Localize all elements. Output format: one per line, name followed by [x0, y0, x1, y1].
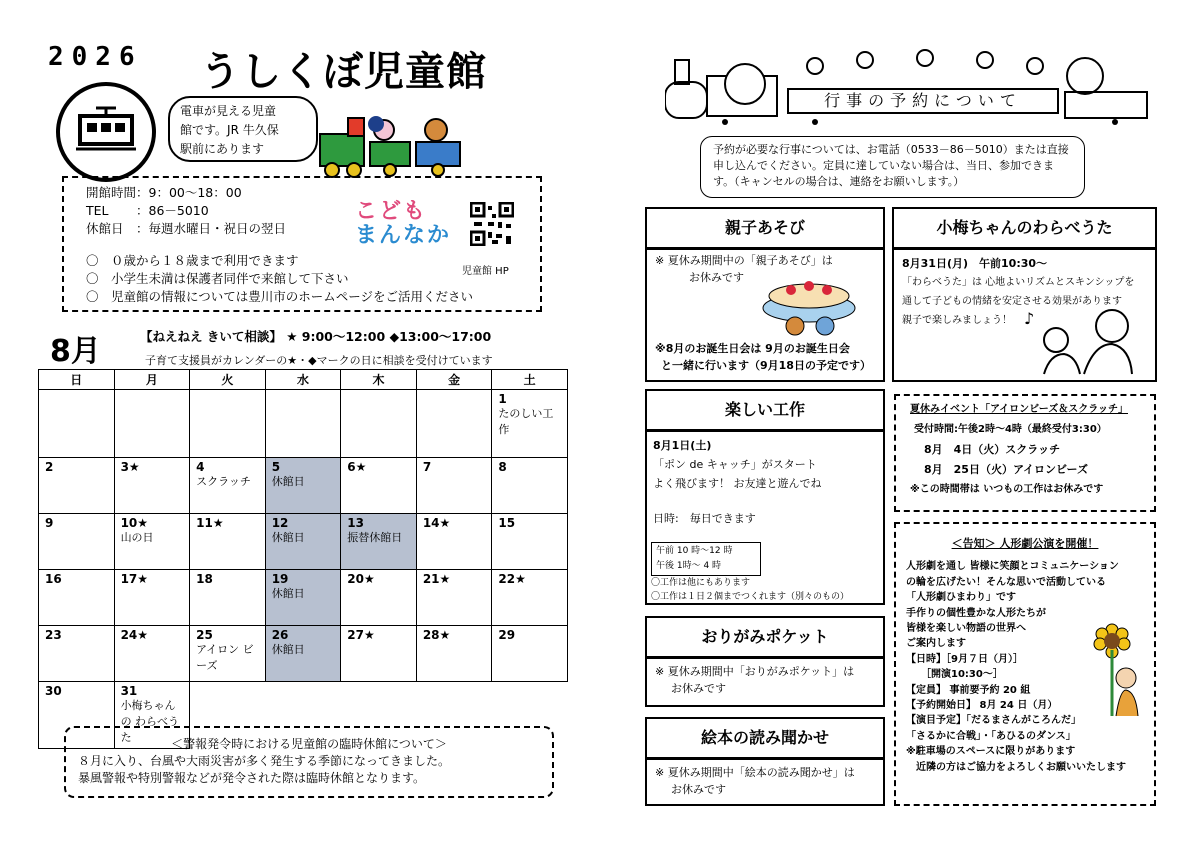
calendar — [38, 369, 568, 749]
tel-value: ：86－5010 — [136, 203, 209, 218]
puppet-line: ご案内します — [906, 638, 966, 650]
day-number: 23 — [45, 628, 62, 642]
calendar-day — [39, 570, 115, 626]
consult-note: 子育て支援員がカレンダーの★・◆マークの日に相談を受付けています — [145, 354, 493, 367]
hours-label: 開館時間 — [86, 185, 137, 200]
day-number: 5 — [271, 460, 281, 474]
consult-hours: 【ねえねえ きいて相談】 ★ 9:00～12:00 ◆13:00～17:00 — [140, 329, 492, 344]
closed-label: 休館日 — [86, 221, 124, 236]
day-event: 休館日 — [271, 475, 305, 488]
puppet-line: 「さるかに合戦」・「あひるのダンス」 — [906, 730, 1076, 742]
puppet-line: 【日時】［9月７日（月）］ — [906, 653, 1023, 665]
puppet-line: 【演目予定】「だるまさんがころんだ」 — [906, 715, 1081, 727]
kousaku-note: 〇工作は１日２個までつくれます（別々のもの） — [651, 592, 850, 602]
day-number: 27★ — [347, 628, 375, 642]
summer-line: 受付時間:午後2時～4時（最終受付3:30） — [914, 424, 1107, 435]
calendar-day — [416, 514, 492, 570]
calendar-day — [114, 458, 190, 514]
puppet-line: 人形劇を通し 皆様に笑顔とコミュニケーション — [906, 561, 1119, 573]
oyako-line: ※ 夏休み期間中の「親子あそび」は — [655, 254, 833, 267]
calendar-day — [39, 390, 115, 458]
calendar-day — [265, 514, 341, 570]
calendar-day — [416, 458, 492, 514]
weekday-header: 月 — [114, 370, 190, 390]
day-event: 小梅ちゃんの わらべうた — [120, 699, 180, 744]
calendar-day — [341, 626, 417, 682]
kousaku-time: 午後 1時～ 4 時 — [656, 561, 722, 571]
kodomo-mannaka-logo — [355, 200, 451, 248]
day-event: 山の日 — [120, 531, 154, 544]
info-note: 〇 ０歳から１８歳まで利用できます — [86, 253, 299, 268]
hours-row — [86, 184, 518, 202]
day-number: 3★ — [120, 460, 140, 474]
day-number: 22★ — [498, 572, 526, 586]
calendar-day — [114, 570, 190, 626]
day-event: 休館日 — [271, 531, 305, 544]
calendar-day — [190, 458, 266, 514]
calendar-week — [39, 390, 568, 458]
oyako-title: 親子あそび — [645, 207, 885, 249]
qr-label: 児童館 HP — [462, 266, 509, 277]
calendar-day — [492, 390, 568, 458]
weekday-header: 木 — [341, 370, 417, 390]
warning-box — [64, 726, 554, 798]
calendar-day — [114, 626, 190, 682]
weekday-header: 火 — [190, 370, 266, 390]
day-number: 28★ — [422, 628, 451, 642]
day-event: アイロン ビーズ — [196, 643, 254, 672]
kousaku-time: 午前 10 時～12 時 — [656, 546, 733, 556]
kousaku-section — [645, 430, 885, 605]
weekday-header: 土 — [492, 370, 568, 390]
calendar-day — [341, 390, 417, 458]
day-number: 13 — [347, 516, 364, 530]
ehon-section — [645, 758, 885, 806]
day-number: 26 — [271, 628, 289, 642]
puppet-title: ＜告知＞ 人形劇公演を開催！ — [951, 537, 1099, 550]
koume-line: 「わらべうた」は 心地よいリズムとスキンシップを — [902, 277, 1135, 288]
sunflower-girl-icon — [1080, 620, 1150, 724]
calendar-day — [39, 626, 115, 682]
bubble-line: 駅前にあります — [180, 142, 265, 156]
closed-row — [86, 220, 518, 238]
day-event: 休館日 — [271, 587, 305, 600]
day-number: 19 — [271, 572, 289, 586]
closed-value: ：毎週水曜日・祝日の翌日 — [136, 221, 287, 236]
calendar-day — [341, 514, 417, 570]
ehon-line: お休みです — [671, 783, 726, 796]
weekday-header: 日 — [39, 370, 115, 390]
puppet-line: 近隣の方はご協力をよろしくお願いいたします — [906, 761, 1126, 773]
tel-label: TEL — [86, 203, 109, 218]
day-number: 11★ — [196, 516, 224, 530]
calendar-day — [190, 390, 266, 458]
calendar-day — [492, 570, 568, 626]
calendar-week — [39, 514, 568, 570]
calendar-day — [190, 626, 266, 682]
summer-event-box — [894, 394, 1156, 512]
day-number: 9 — [45, 516, 54, 530]
calendar-day — [265, 626, 341, 682]
day-number: 15 — [498, 516, 516, 530]
svg-text:♪: ♪ — [1024, 309, 1035, 328]
day-number: 2 — [45, 460, 54, 474]
summer-line: 8月 4日（火）スクラッチ — [924, 443, 1061, 456]
bubble-line: 館です。JR 牛久保 — [180, 123, 279, 137]
bubble-line: 電車が見える児童 — [180, 104, 277, 118]
oyako-line: お休みです — [689, 271, 744, 284]
qr-code-icon[interactable] — [470, 202, 514, 246]
warning-line: ８月に入り、台風や大雨災害が多く発生する季節になってきました。 — [78, 754, 451, 768]
speech-bubble — [168, 96, 318, 162]
puppet-line: 【定員】 事前要予約 20 組 — [906, 684, 1031, 696]
kousaku-line: 「ポン de キャッチ」がスタート — [653, 458, 817, 471]
puppet-line: 「人形劇ひまわり」です — [906, 592, 1016, 604]
puppet-line: 皆様を楽しい物語の世界へ — [906, 623, 1026, 635]
day-event: スクラッチ — [196, 475, 251, 488]
calendar-day — [265, 570, 341, 626]
day-number: 18 — [196, 572, 213, 586]
calendar-day — [265, 458, 341, 514]
info-note: 〇 児童館の情報については豊川市のホームページをご活用ください — [86, 289, 474, 304]
ehon-title: 絵本の読み聞かせ — [645, 717, 885, 759]
day-number: 1 — [498, 392, 507, 406]
day-number: 31 — [120, 684, 138, 698]
ehon-line: ※ 夏休み期間中「絵本の読み聞かせ」は — [655, 766, 855, 779]
day-number: 17★ — [120, 572, 149, 586]
day-number: 21★ — [422, 572, 451, 586]
day-number: 6★ — [347, 460, 367, 474]
kousaku-notes — [651, 576, 849, 604]
warning-line: 暴風警報や特別警報などが発令された際は臨時休館となります。 — [78, 771, 426, 785]
origami-line: お休みです — [671, 682, 726, 695]
day-number: 10★ — [120, 516, 149, 530]
calendar-week — [39, 626, 568, 682]
event-train-header-icon — [665, 46, 1155, 126]
weekday-header: 金 — [416, 370, 492, 390]
warning-title: ＜警報発令時における児童館の臨時休館について＞ — [171, 737, 447, 751]
kousaku-line: よく飛びます！ お友達と遊んでね — [653, 477, 822, 490]
koume-line: 親子で楽しみましょう！ — [902, 315, 1012, 326]
kousaku-line: 8月1日(土) — [653, 439, 712, 452]
puppet-line: の輪を広げたい！そんな思いで活動している — [906, 576, 1106, 588]
calendar-day — [265, 390, 341, 458]
origami-title: おりがみポケット — [645, 616, 885, 658]
day-event: たのしい工作 — [498, 407, 554, 436]
summer-line: ※この時間帯は いつもの工作はお休みです — [910, 484, 1104, 495]
calendar-day — [341, 458, 417, 514]
oyako-line: ※8月のお誕生日会は 9月のお誕生日会 — [655, 342, 850, 355]
koume-line: 8月31日(月) 午前10:30～ — [902, 257, 1048, 270]
calendar-day — [416, 390, 492, 458]
kodomo-logo-line: まんなか — [355, 223, 452, 248]
koume-title: 小梅ちゃんのわらべうた — [892, 207, 1157, 249]
month-label: 8月 — [50, 334, 101, 369]
tel-row — [86, 202, 518, 220]
day-number: 14★ — [422, 516, 451, 530]
reservation-notice: 予約が必要な行事については、お電話（0533－86－5010）または直接申し込んでください。定員に達していない場合は、当日、参加できます。（キャンセルの場合は、連絡をお願いします。） — [700, 136, 1085, 198]
origami-line: ※ 夏休み期間中「おりがみポケット」は — [655, 665, 855, 678]
kousaku-time-box — [651, 542, 761, 576]
calendar-day — [190, 570, 266, 626]
oyako-section — [645, 248, 885, 382]
puppet-line: 手作りの個性豊かな人形たちが — [906, 607, 1046, 619]
cake-icon — [759, 274, 859, 342]
summer-title: 夏休みイベント「アイロンビーズ＆スクラッチ」 — [910, 404, 1128, 415]
calendar-day — [39, 514, 115, 570]
train-illustration-icon — [318, 112, 466, 186]
calendar-week — [39, 570, 568, 626]
day-number: 12 — [271, 516, 289, 530]
calendar-day — [416, 570, 492, 626]
day-number: 30 — [45, 684, 62, 698]
calendar-day — [341, 570, 417, 626]
parent-child-icon — [1014, 304, 1144, 382]
weekday-header: 水 — [265, 370, 341, 390]
day-number: 25 — [196, 628, 213, 642]
calendar-day — [114, 514, 190, 570]
hours-value: ：9：00～18：00 — [136, 185, 242, 200]
kodomo-logo-line: こども — [355, 199, 428, 224]
origami-section — [645, 657, 885, 707]
kousaku-title: 楽しい工作 — [645, 389, 885, 431]
day-number: 7 — [422, 460, 432, 474]
koume-section — [892, 248, 1157, 382]
day-number: 20★ — [347, 572, 375, 586]
kousaku-line: 日時: 毎日できます — [653, 512, 756, 525]
info-note: 〇 小学生未満は保護者同伴で来館して下さい — [86, 271, 349, 286]
puppet-line: ※駐車場のスペースに限りがあります — [906, 746, 1076, 758]
puppet-line: 【予約開始日】 8月 24 日（月） — [906, 700, 1058, 712]
day-number: 29 — [498, 628, 516, 642]
day-event: 休館日 — [271, 643, 305, 656]
calendar-day — [190, 514, 266, 570]
train-logo-icon — [56, 82, 156, 182]
events-title: 行事の予約について — [787, 88, 1059, 114]
day-number: 24★ — [120, 628, 149, 642]
day-number: 4 — [196, 460, 205, 474]
calendar-day — [39, 458, 115, 514]
day-number: 8 — [498, 460, 507, 474]
calendar-day — [492, 626, 568, 682]
oyako-line: と一緒に行います（9月18日の予定です） — [661, 359, 871, 372]
calendar-day — [416, 626, 492, 682]
page-title: うしくぼ児童館 — [200, 49, 487, 95]
puppet-line: ［開演10:30～］ — [906, 669, 1003, 681]
calendar-week — [39, 458, 568, 514]
year: 2026 — [48, 42, 143, 72]
day-number: 16 — [45, 572, 62, 586]
summer-line: 8月 25日（火）アイロンビーズ — [924, 463, 1088, 476]
koume-line: 通して子どもの情緒を安定させる効果があります — [902, 296, 1122, 307]
day-event: 振替休館日 — [347, 531, 403, 544]
calendar-day — [492, 458, 568, 514]
kousaku-note: 〇工作は他にもあります — [651, 578, 751, 588]
calendar-day — [114, 390, 190, 458]
calendar-day — [492, 514, 568, 570]
